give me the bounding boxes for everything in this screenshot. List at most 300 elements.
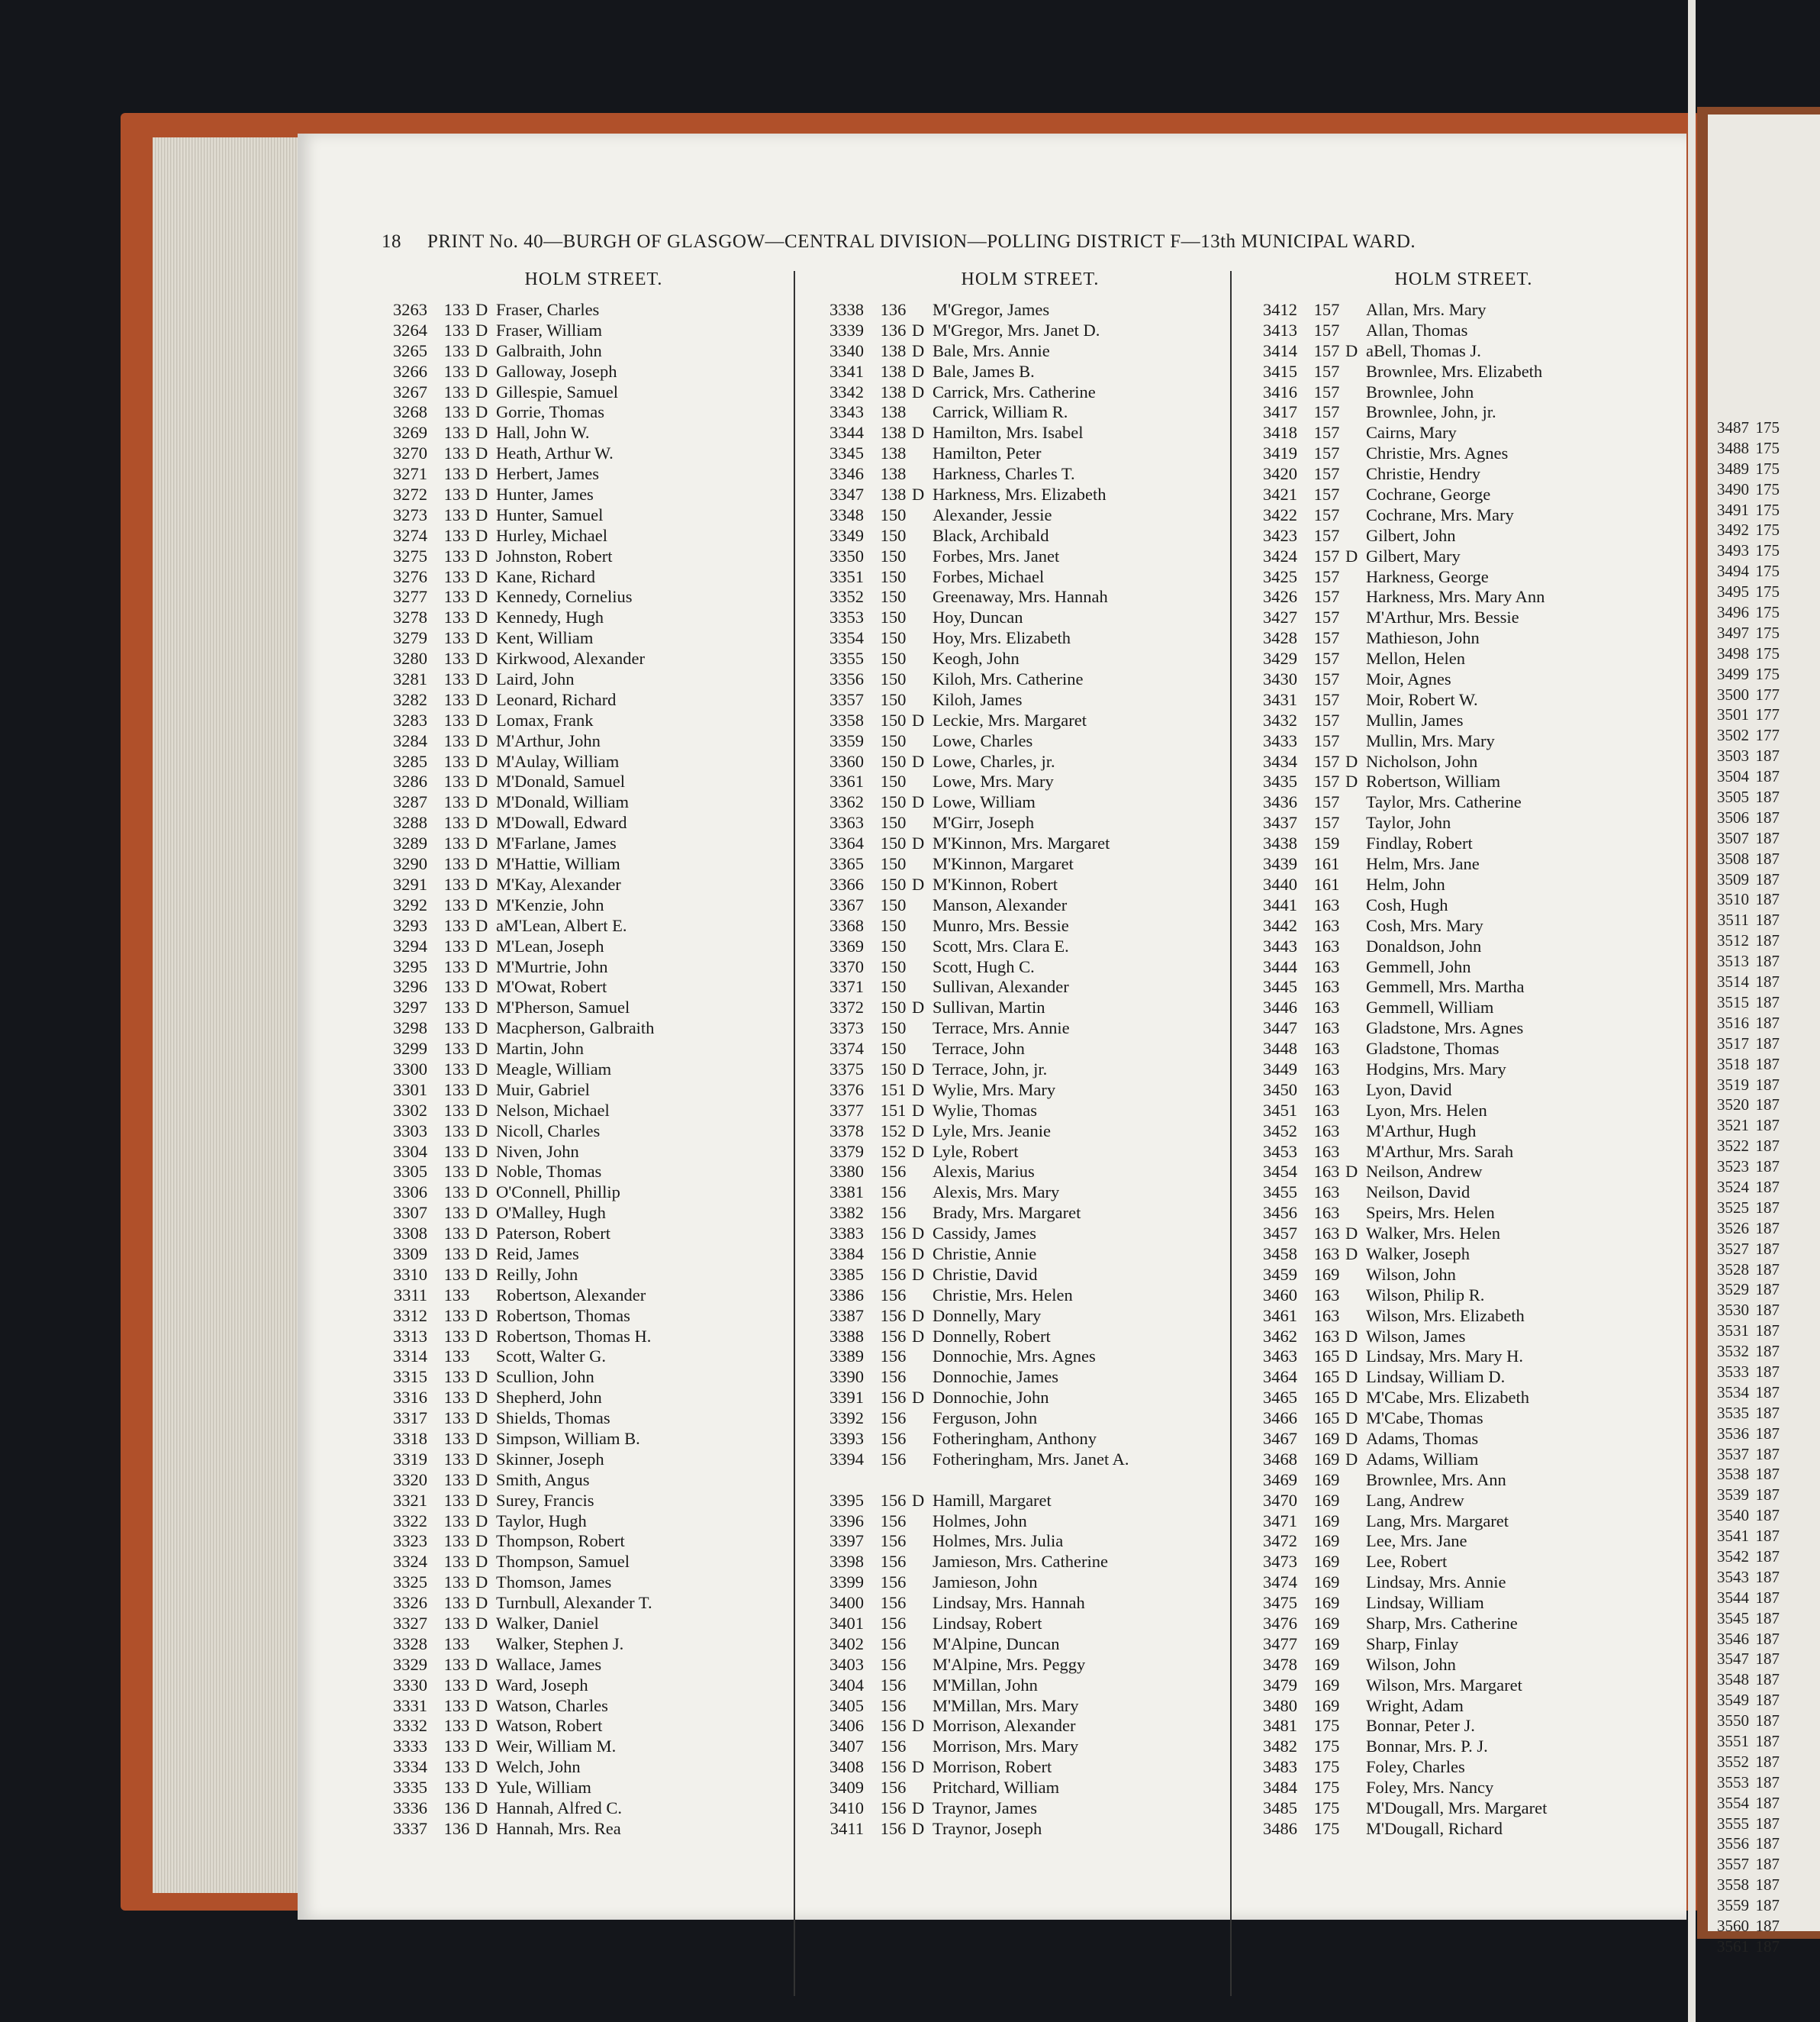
house-number: 150 [880, 772, 907, 792]
elector-number: 3418 [1263, 423, 1297, 443]
register-row [817, 1757, 1244, 1778]
facing-page-row [1711, 1505, 1780, 1526]
elector-name: Johnston, Robert [496, 546, 613, 566]
facing-page-row [1711, 1403, 1780, 1424]
qualification-mark: D [912, 1716, 925, 1736]
elector-number: 3477 [1263, 1633, 1297, 1653]
elector-number: 3353 [829, 608, 864, 627]
elector-number: 3362 [829, 792, 864, 812]
house-number: 156 [880, 1162, 907, 1182]
facing-page-row [1711, 1424, 1780, 1444]
elector-name: Scott, Mrs. Clara E. [933, 936, 1069, 956]
qualification-mark: D [1345, 1243, 1358, 1263]
house-number: 187 [1755, 1034, 1780, 1053]
elector-number: 3457 [1263, 1224, 1297, 1243]
register-row [817, 300, 1244, 321]
elector-name: Scott, Hugh C. [933, 956, 1035, 976]
elector-number: 3281 [393, 669, 427, 689]
house-number: 156 [880, 1428, 907, 1448]
house-number: 177 [1755, 705, 1780, 724]
house-number: 133 [443, 1388, 470, 1408]
house-number: 187 [1755, 931, 1780, 950]
register-row [1250, 443, 1677, 464]
qualification-mark: D [475, 1121, 488, 1140]
house-number: 150 [880, 505, 907, 524]
house-number: 187 [1755, 1465, 1780, 1484]
elector-name: Yule, William [496, 1778, 591, 1798]
elector-number: 3341 [829, 361, 864, 381]
elector-name: Wilson, Mrs. Elizabeth [1366, 1305, 1525, 1325]
elector-number: 3514 [1717, 972, 1749, 992]
elector-name: M'Hattie, William [496, 854, 620, 874]
house-number: 138 [880, 443, 907, 463]
facing-page-row [1711, 725, 1780, 746]
elector-name: M'Aulay, William [496, 751, 620, 771]
house-number: 150 [880, 649, 907, 669]
register-row [1250, 1757, 1677, 1778]
elector-name: M'Arthur, Mrs. Bessie [1366, 608, 1519, 627]
house-number: 163 [1313, 915, 1340, 935]
house-number: 156 [880, 1572, 907, 1592]
elector-number: 3319 [393, 1449, 427, 1469]
elector-name: Kiloh, Mrs. Catherine [933, 669, 1084, 689]
elector-name: Wilson, James [1366, 1326, 1466, 1346]
qualification-mark: D [475, 1818, 488, 1838]
elector-number: 3402 [829, 1633, 864, 1653]
register-row [1250, 1265, 1677, 1285]
register-row [1250, 382, 1677, 403]
elector-number: 3379 [829, 1141, 864, 1161]
elector-name: Adams, William [1366, 1449, 1479, 1469]
elector-name: Wylie, Thomas [933, 1100, 1037, 1120]
qualification-mark: D [475, 1716, 488, 1736]
register-row [380, 443, 807, 464]
elector-number: 3504 [1717, 767, 1749, 786]
house-number: 156 [880, 1695, 907, 1715]
elector-number: 3465 [1263, 1388, 1297, 1408]
register-row [380, 1059, 807, 1080]
facing-page-row [1711, 643, 1780, 664]
register-row [1250, 875, 1677, 895]
register-row [817, 505, 1244, 526]
register-row [1250, 1059, 1677, 1080]
elector-number: 3270 [393, 443, 427, 463]
register-row [380, 505, 807, 526]
qualification-mark: D [475, 1326, 488, 1346]
house-number: 156 [880, 1614, 907, 1633]
elector-number: 3425 [1263, 566, 1297, 586]
house-number: 157 [1313, 423, 1340, 443]
register-row [380, 752, 807, 772]
house-number: 133 [443, 1614, 470, 1633]
house-number: 163 [1313, 1162, 1340, 1182]
house-number: 156 [880, 1326, 907, 1346]
elector-number: 3401 [829, 1614, 864, 1633]
qualification-mark: D [475, 895, 488, 914]
house-number: 187 [1755, 1670, 1780, 1689]
elector-name: Alexander, Jessie [933, 505, 1052, 524]
elector-number: 3358 [829, 710, 864, 730]
elector-number: 3520 [1717, 1095, 1749, 1114]
register-row [380, 1429, 807, 1450]
register-row [380, 485, 807, 505]
house-number: 169 [1313, 1675, 1340, 1695]
qualification-mark: D [912, 1305, 925, 1325]
register-row [1250, 1367, 1677, 1388]
elector-number: 3323 [393, 1531, 427, 1551]
register-row [817, 752, 1244, 772]
elector-name: Taylor, John [1366, 813, 1451, 833]
register-row [1250, 1470, 1677, 1491]
elector-number: 3517 [1717, 1034, 1749, 1053]
register-row [817, 362, 1244, 382]
elector-number: 3526 [1717, 1218, 1749, 1237]
house-number: 133 [443, 587, 470, 607]
register-row [380, 1614, 807, 1634]
house-number: 150 [880, 895, 907, 914]
elector-name: M'Lean, Joseph [496, 936, 604, 956]
elector-number: 3548 [1717, 1670, 1749, 1689]
elector-number: 3375 [829, 1059, 864, 1079]
elector-number: 3263 [393, 300, 427, 319]
qualification-mark: D [912, 320, 925, 340]
qualification-mark: D [912, 485, 925, 505]
house-number: 169 [1313, 1469, 1340, 1489]
elector-number: 3364 [829, 834, 864, 853]
qualification-mark: D [475, 1531, 488, 1551]
register-row [380, 1306, 807, 1327]
elector-name: O'Malley, Hugh [496, 1203, 606, 1223]
register-row [817, 875, 1244, 895]
house-number: 150 [880, 546, 907, 566]
elector-number: 3542 [1717, 1546, 1749, 1566]
facing-page-row [1711, 1711, 1780, 1731]
elector-number: 3408 [829, 1757, 864, 1777]
house-number: 157 [1313, 546, 1340, 566]
house-number: 156 [880, 1511, 907, 1530]
facing-page-row [1711, 561, 1780, 582]
house-number: 133 [443, 1018, 470, 1038]
elector-name: M'Millan, Mrs. Mary [933, 1695, 1079, 1715]
register-row [1250, 669, 1677, 690]
elector-number: 3545 [1717, 1608, 1749, 1627]
elector-number: 3480 [1263, 1695, 1297, 1715]
house-number: 159 [1313, 834, 1340, 853]
elector-number: 3282 [393, 689, 427, 709]
qualification-mark: D [912, 751, 925, 771]
facing-page-row [1711, 1054, 1780, 1075]
register-row [380, 669, 807, 690]
house-number: 133 [443, 1182, 470, 1202]
house-number: 169 [1313, 1695, 1340, 1715]
register-row [1250, 998, 1677, 1018]
elector-name: Kennedy, Hugh [496, 608, 604, 627]
elector-number: 3454 [1263, 1162, 1297, 1182]
elector-name: Lowe, Charles [933, 730, 1033, 750]
register-row [380, 587, 807, 608]
qualification-mark: D [475, 608, 488, 627]
house-number: 133 [443, 361, 470, 381]
elector-number: 3355 [829, 649, 864, 669]
house-number: 133 [443, 1243, 470, 1263]
register-row [380, 1572, 807, 1593]
qualification-mark: D [475, 1059, 488, 1079]
elector-number: 3273 [393, 505, 427, 524]
elector-number: 3500 [1717, 685, 1749, 704]
elector-name: Mullin, Mrs. Mary [1366, 730, 1495, 750]
house-number: 133 [443, 1572, 470, 1592]
house-number: 133 [443, 874, 470, 894]
elector-number: 3343 [829, 402, 864, 422]
elector-number: 3420 [1263, 464, 1297, 484]
facing-page-row [1711, 1895, 1780, 1916]
qualification-mark: D [912, 1059, 925, 1079]
elector-name: Christie, Mrs. Helen [933, 1285, 1073, 1304]
elector-name: Mathieson, John [1366, 628, 1480, 648]
elector-number: 3453 [1263, 1141, 1297, 1161]
register-row [817, 1572, 1244, 1593]
register-row [817, 1552, 1244, 1572]
elector-number: 3501 [1717, 705, 1749, 724]
elector-name: M'Girr, Joseph [933, 813, 1035, 833]
house-number: 187 [1755, 1218, 1780, 1237]
register-row [380, 547, 807, 567]
house-number: 187 [1755, 1793, 1780, 1812]
facing-page-row [1711, 1916, 1780, 1937]
elector-name: aBell, Thomas J. [1366, 340, 1481, 360]
elector-name: Sullivan, Martin [933, 998, 1045, 1017]
facing-page-row [1711, 1464, 1780, 1485]
elector-name: Sharp, Mrs. Catherine [1366, 1614, 1518, 1633]
register-row [1250, 834, 1677, 854]
elector-number: 3435 [1263, 772, 1297, 792]
register-row [380, 1285, 807, 1306]
register-row [817, 1531, 1244, 1552]
qualification-mark: D [912, 998, 925, 1017]
facing-page-row [1711, 1546, 1780, 1567]
elector-name: Wylie, Mrs. Mary [933, 1079, 1056, 1099]
elector-number: 3475 [1263, 1593, 1297, 1613]
elector-name: Kiloh, James [933, 689, 1023, 709]
column-1-heading: HOLM STREET. [524, 269, 663, 289]
elector-number: 3329 [393, 1654, 427, 1674]
elector-number: 3286 [393, 772, 427, 792]
elector-name: Harkness, Mrs. Mary Ann [1366, 587, 1545, 607]
house-number: 187 [1755, 1280, 1780, 1299]
elector-number: 3427 [1263, 608, 1297, 627]
house-number: 133 [443, 730, 470, 750]
register-row [380, 1080, 807, 1101]
elector-name: Wallace, James [496, 1654, 602, 1674]
elector-number: 3433 [1263, 730, 1297, 750]
elector-name: Ward, Joseph [496, 1675, 588, 1695]
house-number: 156 [880, 1367, 907, 1387]
house-number: 156 [880, 1778, 907, 1798]
register-row [380, 1593, 807, 1614]
house-number: 156 [880, 1243, 907, 1263]
house-number: 138 [880, 402, 907, 422]
facing-page-row [1711, 1156, 1780, 1177]
elector-number: 3431 [1263, 689, 1297, 709]
register-row [1250, 895, 1677, 916]
house-number: 187 [1755, 972, 1780, 992]
qualification-mark: D [912, 710, 925, 730]
elector-name: Meagle, William [496, 1059, 612, 1079]
house-number: 133 [443, 1552, 470, 1572]
elector-number: 3436 [1263, 792, 1297, 812]
elector-number: 3291 [393, 874, 427, 894]
elector-name: Lomax, Frank [496, 710, 594, 730]
elector-number: 3363 [829, 813, 864, 833]
qualification-mark: D [475, 1141, 488, 1161]
elector-name: Donnochie, John [933, 1388, 1049, 1408]
elector-number: 3405 [829, 1695, 864, 1715]
facing-page-row [1711, 910, 1780, 930]
house-number: 169 [1313, 1449, 1340, 1469]
elector-number: 3417 [1263, 402, 1297, 422]
elector-number: 3486 [1263, 1818, 1297, 1838]
register-row [817, 1142, 1244, 1163]
elector-number: 3374 [829, 1039, 864, 1059]
qualification-mark: D [1345, 1162, 1358, 1182]
house-number: 150 [880, 710, 907, 730]
house-number: 150 [880, 1018, 907, 1038]
register-row [1250, 731, 1677, 752]
qualification-mark: D [1345, 340, 1358, 360]
qualification-mark: D [912, 1818, 925, 1838]
register-row [1250, 1306, 1677, 1327]
register-row [817, 1182, 1244, 1203]
qualification-mark: D [912, 834, 925, 853]
house-number: 156 [880, 1182, 907, 1202]
elector-number: 3522 [1717, 1137, 1749, 1156]
elector-number: 3290 [393, 854, 427, 874]
register-row [1250, 854, 1677, 875]
elector-name: Forbes, Michael [933, 566, 1045, 586]
register-row [817, 1614, 1244, 1634]
elector-number: 3549 [1717, 1691, 1749, 1710]
elector-name: Gillespie, Samuel [496, 382, 618, 401]
elector-number: 3424 [1263, 546, 1297, 566]
elector-name: Nelson, Michael [496, 1100, 610, 1120]
facing-page-row [1711, 1034, 1780, 1054]
facing-page-row [1711, 1136, 1780, 1156]
elector-number: 3463 [1263, 1346, 1297, 1366]
house-number: 150 [880, 1039, 907, 1059]
register-row [380, 608, 807, 628]
elector-number: 3414 [1263, 340, 1297, 360]
qualification-mark: D [475, 320, 488, 340]
elector-number: 3271 [393, 464, 427, 484]
elector-name: Lang, Andrew [1366, 1490, 1464, 1510]
elector-number: 3529 [1717, 1280, 1749, 1299]
elector-number: 3333 [393, 1737, 427, 1756]
register-row [817, 485, 1244, 505]
house-number: 187 [1755, 1875, 1780, 1895]
elector-name: Muir, Gabriel [496, 1079, 590, 1099]
elector-number: 3321 [393, 1490, 427, 1510]
house-number: 187 [1755, 1137, 1780, 1156]
house-number: 187 [1755, 1608, 1780, 1627]
house-number: 187 [1755, 1198, 1780, 1217]
house-number: 133 [443, 1326, 470, 1346]
elector-number: 3264 [393, 320, 427, 340]
register-row [380, 1716, 807, 1737]
elector-number: 3320 [393, 1469, 427, 1489]
elector-name: Cosh, Mrs. Mary [1366, 915, 1483, 935]
elector-number: 3473 [1263, 1552, 1297, 1572]
elector-number: 3493 [1717, 541, 1749, 560]
house-number: 187 [1755, 1259, 1780, 1279]
elector-name: Robertson, Thomas H. [496, 1326, 652, 1346]
elector-number: 3471 [1263, 1511, 1297, 1530]
facing-page-row [1711, 1526, 1780, 1546]
register-row [817, 916, 1244, 937]
house-number: 156 [880, 1203, 907, 1223]
house-number: 187 [1755, 767, 1780, 786]
register-row [380, 1778, 807, 1798]
elector-number: 3366 [829, 874, 864, 894]
column-1 [380, 269, 807, 1840]
qualification-mark: D [475, 915, 488, 935]
house-number: 133 [443, 1737, 470, 1756]
house-number: 187 [1755, 1917, 1780, 1936]
register-row [817, 690, 1244, 711]
house-number: 133 [443, 1593, 470, 1613]
elector-name: Lindsay, Mrs. Annie [1366, 1572, 1506, 1592]
elector-number: 3339 [829, 320, 864, 340]
column-2 [817, 269, 1244, 1840]
column-3-heading: HOLM STREET. [1394, 269, 1533, 289]
elector-number: 3488 [1717, 438, 1749, 457]
elector-number: 3304 [393, 1141, 427, 1161]
house-number: 156 [880, 1449, 907, 1469]
elector-name: Christie, Annie [933, 1243, 1037, 1263]
elector-name: Leonard, Richard [496, 689, 617, 709]
facing-page-row [1711, 889, 1780, 910]
elector-number: 3310 [393, 1264, 427, 1284]
elector-name: Christie, David [933, 1264, 1038, 1284]
elector-number: 3277 [393, 587, 427, 607]
house-number: 133 [443, 566, 470, 586]
elector-name: Lee, Robert [1366, 1552, 1448, 1572]
house-number: 133 [443, 1633, 470, 1653]
elector-number: 3403 [829, 1654, 864, 1674]
elector-number: 3445 [1263, 977, 1297, 997]
register-row [380, 341, 807, 362]
house-number: 177 [1755, 685, 1780, 704]
house-number: 157 [1313, 402, 1340, 422]
facing-page [1708, 114, 1820, 1956]
house-number: 133 [443, 1121, 470, 1140]
facing-page-strip [1711, 418, 1780, 1957]
house-number: 157 [1313, 689, 1340, 709]
register-row [380, 1101, 807, 1121]
facing-page-row [1711, 582, 1780, 602]
qualification-mark: D [475, 566, 488, 586]
house-number: 163 [1313, 1285, 1340, 1304]
house-number: 133 [443, 1346, 470, 1366]
qualification-mark: D [1345, 546, 1358, 566]
elector-number: 3388 [829, 1326, 864, 1346]
qualification-mark: D [475, 751, 488, 771]
house-number: 133 [443, 1264, 470, 1284]
elector-name: Lindsay, Mrs. Mary H. [1366, 1346, 1524, 1366]
qualification-mark: D [912, 1388, 925, 1408]
page-edges [153, 137, 305, 1893]
house-number: 136 [443, 1798, 470, 1818]
elector-number: 3512 [1717, 931, 1749, 950]
